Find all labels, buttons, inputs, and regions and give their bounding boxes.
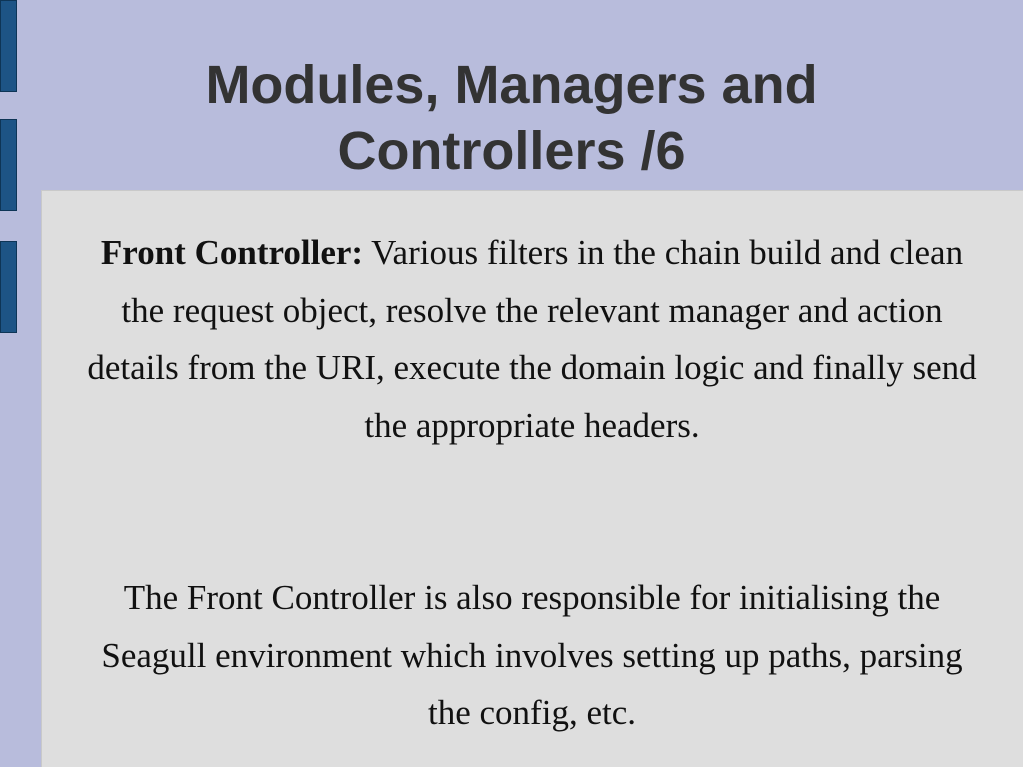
slide-title [100, 52, 923, 184]
side-tab-decoration [0, 119, 17, 211]
side-tab-decoration [0, 241, 17, 333]
slide-title-line-2: Controllers /6 [337, 121, 686, 181]
paragraph-front-controller [82, 224, 982, 454]
content-box [41, 190, 1023, 767]
paragraph-text: Various filters in the chain build and clean the request object, resolve the relevant manager and action details from the URI, execute the domain logic and finally send the appropriate headers. [87, 233, 977, 445]
paragraph-label: Front Controller: [100, 233, 364, 272]
paragraph-environment: The Front Controller is also responsible for initialising the Seagull environment which involves setting up paths, parsing the config, etc. [101, 578, 963, 732]
slide-title-line-1: Modules, Managers and [205, 55, 818, 115]
side-tab-decoration [0, 0, 17, 92]
